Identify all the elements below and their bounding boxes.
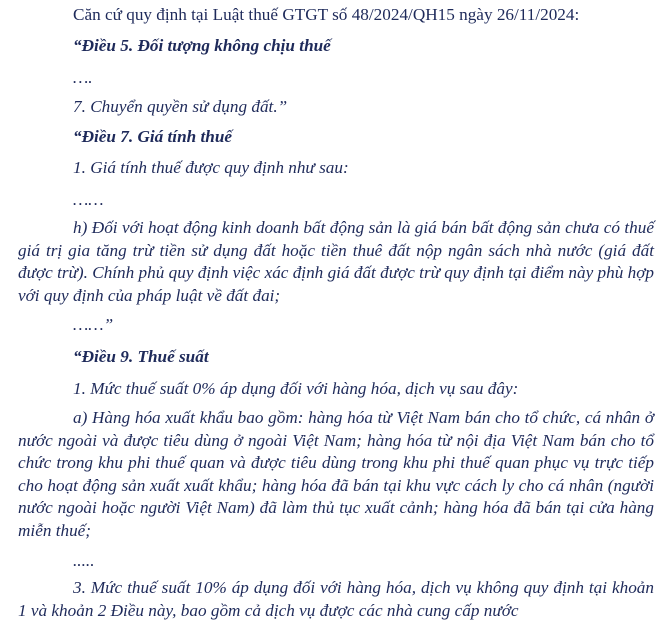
intro-paragraph: Căn cứ quy định tại Luật thuế GTGT số 48/2024/QH15 ngày 26/11/2024: [73,5,580,24]
article-7-item-1: 1. Giá tính thuế được quy định như sau: [73,158,349,177]
article-5-heading: “Điều 5. Đối tượng không chịu thuế [73,36,331,55]
article-5-item-7: 7. Chuyển quyền sử dụng đất.” [73,97,288,116]
ellipsis: ……” [73,315,114,334]
ellipsis: …… [73,190,104,209]
article-9-point-a-text: a) Hàng hóa xuất khẩu bao gồm: hàng hóa từ Việt Nam bán cho tổ chức, cá nhân ở nước ngoài và được tiêu dùng ở ngoài Việt Nam; hàng hóa từ nội địa Việt Nam bán cho tổ chức trong khu phi thuế quan và được tiêu dùng trong khu phi thuế quan phục vụ trực tiếp cho hoạt động sản xuất xuất khẩu; hàng hóa đã bán tại khu vực cách ly cho cá nhân (người nước ngoài hoặc người Việt Nam) đã làm thủ tục xuất cảnh; hàng hóa đã bán tại cửa hàng miễn thuế; [18,408,654,540]
ellipsis: …. [73,68,93,87]
ellipsis: ..... [73,551,95,570]
article-9-point-a [18,407,654,542]
article-9-heading: “Điều 9. Thuế suất [73,347,209,366]
article-9-item-3-text: 3. Mức thuế suất 10% áp dụng đối với hàng hóa, dịch vụ không quy định tại khoản 1 và khoản 2 Điều này, bao gồm cả dịch vụ được các nhà cung cấp nước [18,578,654,620]
article-9-item-3 [18,577,654,622]
article-7-point-h-text: h) Đối với hoạt động kinh doanh bất động sản là giá bán bất động sản chưa có thuế giá trị gia tăng trừ tiền sử dụng đất hoặc tiền thuê đất nộp ngân sách nhà nước (giá đất được trừ). Chính phủ quy định việc xác định giá đất được trừ quy định tại điểm này phù hợp với quy định của pháp luật về đất đai; [18,218,654,305]
article-7-point-h [18,217,654,307]
article-7-heading: “Điều 7. Giá tính thuế [73,127,233,146]
article-9-item-1: 1. Mức thuế suất 0% áp dụng đối với hàng hóa, dịch vụ sau đây: [73,379,519,398]
